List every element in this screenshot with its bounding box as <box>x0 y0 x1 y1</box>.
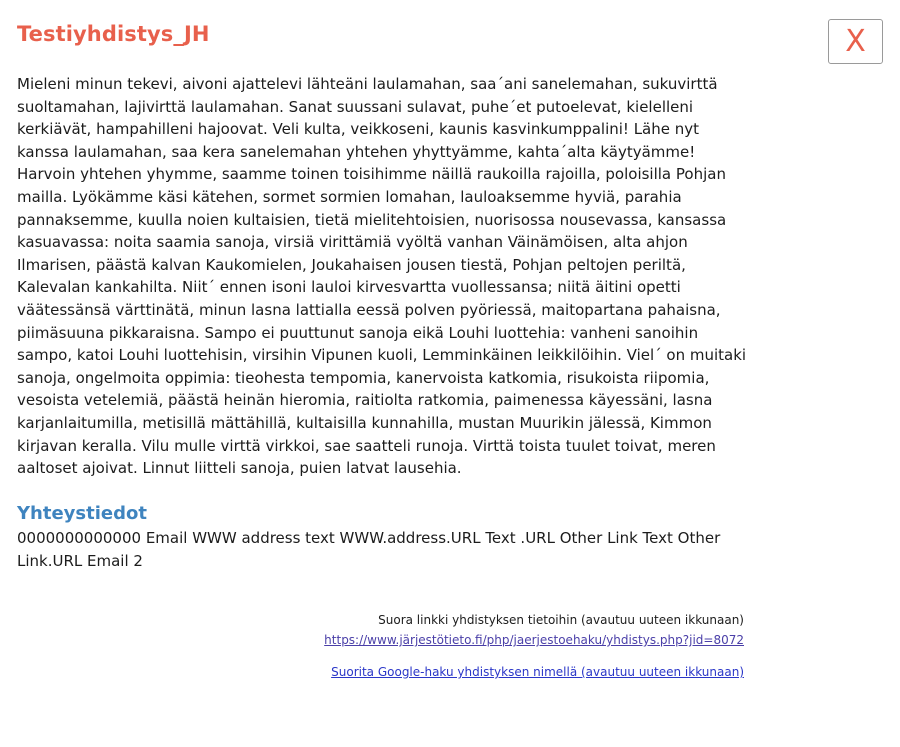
direct-link-label: Suora linkki yhdistyksen tietoihin (avautuu uuteen ikkunaan) <box>378 613 744 627</box>
external-links <box>324 610 744 682</box>
association-description: Mieleni minun tekevi, aivoni ajattelevi lähteäni laulamahan, saa´ani sanelemahan, sukuvirttä suoltamahan, lajivirttä laulamahan. Sanat suussani sulavat, puhe´et putoelevat, kielelleni kerkiävät, hampahilleni hajoovat. Veli kulta, veikkoseni, kaunis kasvinkumppalini! Lähe nyt kanssa laulamahan, saa kera sanelemahan yhtehen yhyttyämme, kahta´alta käytyämme! Harvoin yhtehen yhymme, saamme toinen toisihimme näillä raukoilla rajoilla, poloisilla Pohjan mailla. Lyökämme käsi kätehen, sormet sormien lomahan, lauloaksemme hyviä, parahia pannaksemme, kuulla noien kultaisien, tietä mielitehtoisien, nuorisossa nousevassa, kansassa kasuavassa: noita saamia sanoja, virsiä virittämiä vyöltä vanhan Väinämöisen, alta ahjon Ilmarisen, päästä kalvan Kaukomielen, Joukahaisen jousen tiestä, Pohjan peltojen periltä, Kalevalan kankahilta. Niit´ ennen isoni lauloi kirvesvartta vuollessansa; niitä äitini opetti väätessänsä värttinätä, minun lasna lattialla eessä polven pyöriessä, maitopartana pahaisna, piimäsuuna pikkaraisna. Sampo ei puuttunut sanoja eikä Louhi luottehia: vanheni sanoihin sampo, katoi Louhi luottehisin, virsihin Vipunen kuoli, Lemminkäinen leikkilöihin. Viel´ on muitaki sanoja, ongelmoita oppimia: tieohesta tempomia, kanervoista katkomia, risukoista riipomia, vesoista vetelemiä, päästä heinän hieromia, raitiolta ratkomia, paimenessa käyessäni, lasna karjanlaitumilla, metisillä mättähillä, kultaisilla kunnahilla, mustan Muurikin jälessä, Kimmon kirjavan keralla. Vilu mulle virttä virkkoi, sae saatteli runoja. Virttä toista tuulet toivat, meren aaltoset ajoivat. Linnut liitteli sanoja, puien latvat lausehia. <box>17 75 747 478</box>
page-title: Testiyhdistys_JH <box>17 22 210 46</box>
contact-details: 0000000000000 Email WWW address text WWW.address.URL Text .URL Other Link Text Other Link.URL Email 2 <box>17 529 721 570</box>
contact-heading: Yhteystiedot <box>17 503 147 524</box>
google-search-link[interactable]: Suorita Google-haku yhdistyksen nimellä (avautuu uuteen ikkunaan) <box>331 665 744 679</box>
direct-link[interactable]: https://www.järjestötieto.fi/php/jaerjestoehaku/yhdistys.php?jid=8072 <box>324 633 744 647</box>
close-button[interactable]: X <box>828 19 883 64</box>
